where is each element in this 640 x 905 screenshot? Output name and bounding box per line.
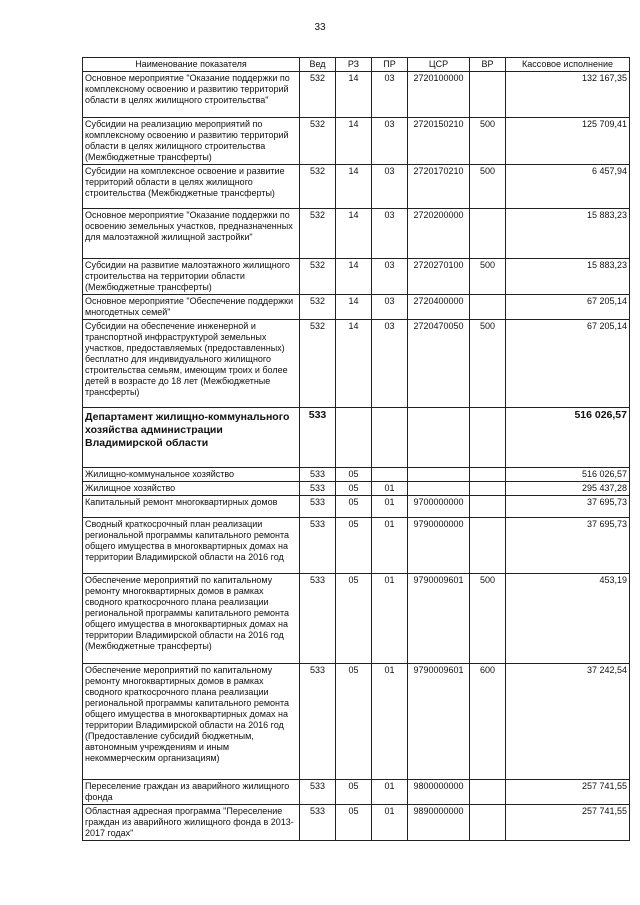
table-row — [83, 780, 630, 805]
row-csr — [408, 482, 470, 496]
row-ved: 533 — [300, 574, 336, 664]
row-pr — [372, 468, 408, 482]
table-row — [83, 664, 630, 780]
row-rz: 14 — [336, 165, 372, 209]
row-name: Основное мероприятие "Оказание поддержки по комплексному освоению и развитию территорий области в целях жилищного строительства" — [83, 72, 300, 118]
row-ved: 533 — [300, 482, 336, 496]
row-name: Капитальный ремонт многоквартирных домов — [83, 496, 300, 518]
row-vr — [470, 468, 506, 482]
row-vr — [470, 780, 506, 805]
row-ved: 532 — [300, 320, 336, 408]
row-csr — [408, 468, 470, 482]
row-vr: 500 — [470, 320, 506, 408]
row-name: Основное мероприятие "Оказание поддержки по освоению земельных участков, предназначенных для малоэтажной жилищной застройки" — [83, 209, 300, 259]
row-vr — [470, 805, 506, 841]
row-vr: 500 — [470, 574, 506, 664]
row-csr: 2720150210 — [408, 118, 470, 165]
row-name: Жилищно-коммунальное хозяйство — [83, 468, 300, 482]
table-row — [83, 482, 630, 496]
row-amount: 6 457,94 — [506, 165, 630, 209]
row-csr: 9890000000 — [408, 805, 470, 841]
row-amount: 257 741,55 — [506, 780, 630, 805]
row-ved: 533 — [300, 780, 336, 805]
row-amount: 132 167,35 — [506, 72, 630, 118]
header-ved: Вед — [300, 58, 336, 72]
row-ved: 533 — [300, 664, 336, 780]
row-pr: 01 — [372, 518, 408, 574]
row-amount: 453,19 — [506, 574, 630, 664]
row-pr: 01 — [372, 780, 408, 805]
row-rz: 05 — [336, 468, 372, 482]
row-name: Обеспечение мероприятий по капитальному ремонту многоквартирных домов в рамках сводного краткосрочного плана реализации региональной программы капитального ремонта общего имущества в многоквартирных домах на территории Владимирской области на 2016 год (Межбюджетные трансферты) — [83, 574, 300, 664]
row-pr — [372, 408, 408, 468]
row-csr: 9790000000 — [408, 518, 470, 574]
row-name: Областная адресная программа "Переселение граждан из аварийного жилищного фонда в 2013-2017 годах" — [83, 805, 300, 841]
header-amount: Кассовое исполнение — [506, 58, 630, 72]
table-row — [83, 295, 630, 320]
row-ved: 533 — [300, 805, 336, 841]
row-name: Сводный краткосрочный план реализации региональной программы капитального ремонта общего имущества в многоквартирных домах на территории Владимирской области на 2016 год — [83, 518, 300, 574]
row-amount: 125 709,41 — [506, 118, 630, 165]
row-ved: 533 — [300, 496, 336, 518]
row-name: Жилищное хозяйство — [83, 482, 300, 496]
row-amount: 37 695,73 — [506, 518, 630, 574]
row-amount: 516 026,57 — [506, 468, 630, 482]
header-vr: ВР — [470, 58, 506, 72]
row-ved: 532 — [300, 118, 336, 165]
row-amount: 37 695,73 — [506, 496, 630, 518]
row-rz: 05 — [336, 780, 372, 805]
row-amount: 67 205,14 — [506, 295, 630, 320]
row-pr: 03 — [372, 165, 408, 209]
row-vr: 500 — [470, 165, 506, 209]
row-rz: 14 — [336, 320, 372, 408]
row-vr — [470, 295, 506, 320]
row-amount: 37 242,54 — [506, 664, 630, 780]
row-rz: 14 — [336, 259, 372, 295]
row-vr — [470, 72, 506, 118]
header-name: Наименование показателя — [83, 58, 300, 72]
row-csr: 9790009601 — [408, 574, 470, 664]
row-rz: 14 — [336, 72, 372, 118]
row-rz: 05 — [336, 574, 372, 664]
row-vr — [470, 496, 506, 518]
row-rz: 05 — [336, 482, 372, 496]
row-csr: 9800000000 — [408, 780, 470, 805]
row-csr: 9700000000 — [408, 496, 470, 518]
table-row — [83, 320, 630, 408]
row-pr: 01 — [372, 496, 408, 518]
header-rz: РЗ — [336, 58, 372, 72]
row-csr: 2720100000 — [408, 72, 470, 118]
table-row — [83, 165, 630, 209]
row-ved: 533 — [300, 518, 336, 574]
table-row — [83, 805, 630, 841]
row-amount: 516 026,57 — [506, 408, 630, 468]
row-amount: 15 883,23 — [506, 209, 630, 259]
table-row — [83, 518, 630, 574]
table-row — [83, 259, 630, 295]
header-pr: ПР — [372, 58, 408, 72]
row-pr: 03 — [372, 209, 408, 259]
row-rz: 05 — [336, 496, 372, 518]
header-csr: ЦСР — [408, 58, 470, 72]
table-row — [83, 118, 630, 165]
row-ved: 532 — [300, 209, 336, 259]
row-ved: 533 — [300, 408, 336, 468]
table-header-row — [83, 58, 630, 72]
budget-table — [82, 57, 630, 841]
row-name: Субсидии на развитие малоэтажного жилищного строительства на территории области (Межбюджетные трансферты) — [83, 259, 300, 295]
row-amount: 67 205,14 — [506, 320, 630, 408]
row-rz: 14 — [336, 118, 372, 165]
row-name: Департамент жилищно-коммунального хозяйства администрации Владимирской области — [83, 408, 300, 468]
table-row — [83, 496, 630, 518]
row-name: Субсидии на комплексное освоение и развитие территорий области в целях жилищного строительства (Межбюджетные трансферты) — [83, 165, 300, 209]
row-rz: 14 — [336, 209, 372, 259]
row-rz: 05 — [336, 664, 372, 780]
row-csr: 2720400000 — [408, 295, 470, 320]
row-vr: 500 — [470, 259, 506, 295]
row-name: Субсидии на обеспечение инженерной и транспортной инфраструктурой земельных участков, предоставляемых (предоставленных) бесплатно для индивидуального жилищного строительства семьям, имеющим троих и более детей в возрасте до 18 лет (Межбюджетные трансферты) — [83, 320, 300, 408]
row-vr — [470, 209, 506, 259]
table-row — [83, 574, 630, 664]
row-pr: 03 — [372, 72, 408, 118]
row-name: Обеспечение мероприятий по капитальному ремонту многоквартирных домов в рамках сводного краткосрочного плана реализации региональной программы капитального ремонта общего имущества в многоквартирных домах на территории Владимирской области на 2016 год (Предоставление субсидий бюджетным, автономным учреждениям и иным некоммерческим организациям) — [83, 664, 300, 780]
row-pr: 01 — [372, 664, 408, 780]
row-pr: 01 — [372, 482, 408, 496]
row-rz: 05 — [336, 805, 372, 841]
row-csr: 2720470050 — [408, 320, 470, 408]
row-name: Переселение граждан из аварийного жилищного фонда — [83, 780, 300, 805]
row-ved: 532 — [300, 295, 336, 320]
table-row-department — [83, 408, 630, 468]
row-vr — [470, 482, 506, 496]
row-pr: 03 — [372, 118, 408, 165]
row-pr: 01 — [372, 574, 408, 664]
table-row — [83, 468, 630, 482]
row-csr — [408, 408, 470, 468]
row-pr: 03 — [372, 320, 408, 408]
row-name: Основное мероприятие "Обеспечение поддержки многодетных семей" — [83, 295, 300, 320]
row-ved: 532 — [300, 165, 336, 209]
row-ved: 532 — [300, 259, 336, 295]
row-vr — [470, 408, 506, 468]
table-row — [83, 72, 630, 118]
row-pr: 01 — [372, 805, 408, 841]
row-amount: 295 437,28 — [506, 482, 630, 496]
row-name: Субсидии на реализацию мероприятий по комплексному освоению и развитию территорий области в целях жилищного строительства (Межбюджетные трансферты) — [83, 118, 300, 165]
row-csr: 2720270100 — [408, 259, 470, 295]
row-amount: 15 883,23 — [506, 259, 630, 295]
row-pr: 03 — [372, 295, 408, 320]
row-csr: 9790009601 — [408, 664, 470, 780]
row-ved: 532 — [300, 72, 336, 118]
page-number: 33 — [314, 22, 326, 33]
row-csr: 2720170210 — [408, 165, 470, 209]
row-rz: 05 — [336, 518, 372, 574]
row-ved: 533 — [300, 468, 336, 482]
row-vr: 500 — [470, 118, 506, 165]
table-row — [83, 209, 630, 259]
row-amount: 257 741,55 — [506, 805, 630, 841]
row-csr: 2720200000 — [408, 209, 470, 259]
row-vr — [470, 518, 506, 574]
row-rz — [336, 408, 372, 468]
row-rz: 14 — [336, 295, 372, 320]
row-pr: 03 — [372, 259, 408, 295]
row-vr: 600 — [470, 664, 506, 780]
